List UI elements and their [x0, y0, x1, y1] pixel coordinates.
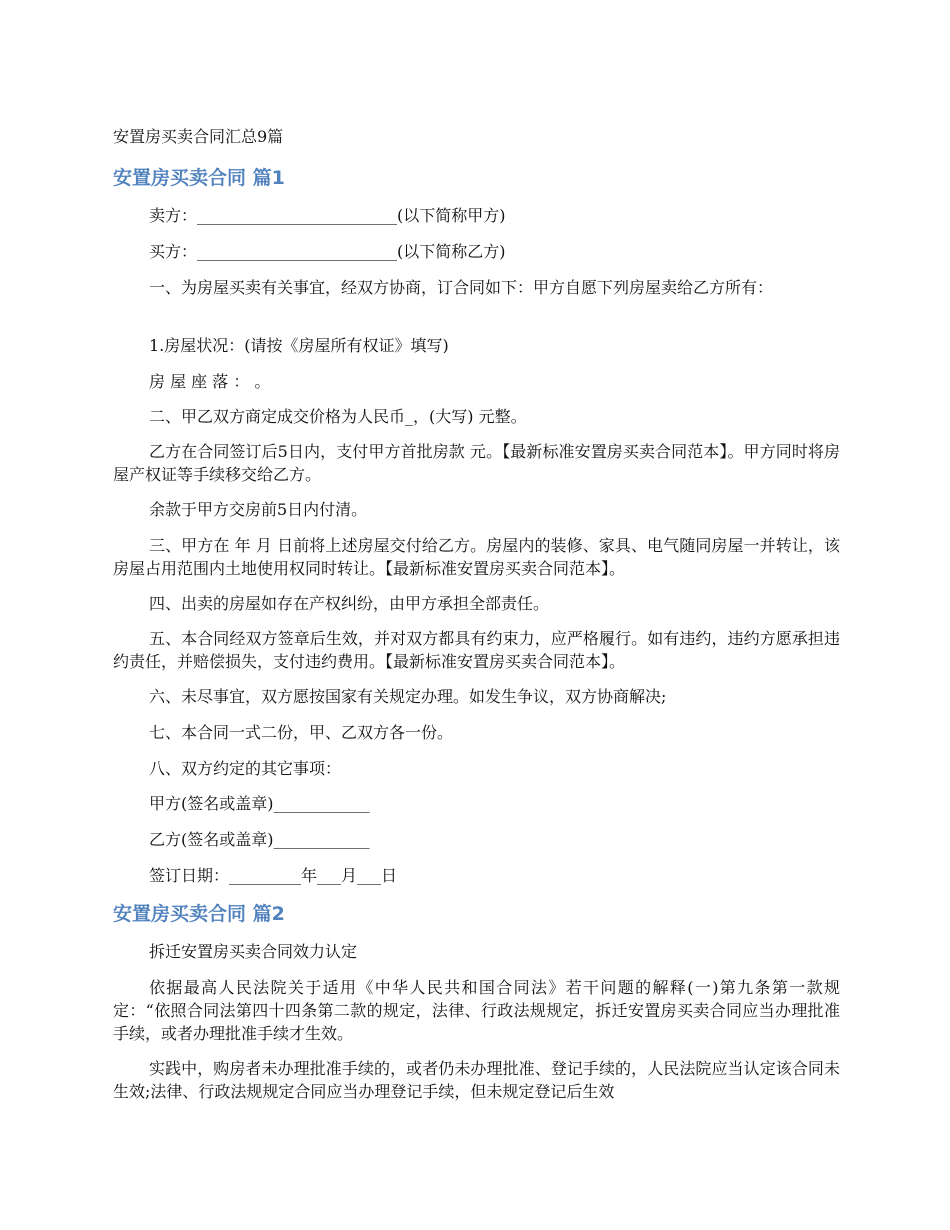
paragraph: 七、本合同一式二份，甲、乙双方各一份。: [149, 723, 454, 742]
section-heading-1: 安置房买卖合同 篇1: [113, 167, 285, 189]
paragraph: 八、双方约定的其它事项：: [149, 759, 342, 778]
paragraph: 实践中，购房者未办理批准手续的，或者仍未办理批准、登记手续的，人民法院应当认定该合同未生效;法律、行政法规规定合同应当办理登记手续，但未规定登记后生效: [113, 1059, 840, 1101]
paragraph: 拆迁安置房买卖合同效力认定: [149, 942, 358, 961]
paragraph: 五、本合同经双方签章后生效，并对双方都具有约束力，应严格履行。如有违约，违约方愿承担违约责任，并赔偿损失，支付违约费用。【最新标准安置房买卖合同范本】。: [113, 629, 840, 671]
section-heading-2: 安置房买卖合同 篇2: [113, 903, 285, 925]
paragraph: 卖方：_________________________(以下简称甲方): [149, 206, 506, 225]
paragraph: 四、出卖的房屋如存在产权纠纷，由甲方承担全部责任。: [149, 594, 550, 613]
paragraph: 1.房屋状况：(请按《房屋所有权证》填写): [149, 336, 449, 355]
paragraph: 二、甲乙双方商定成交价格为人民币_，(大写) 元整。: [149, 407, 527, 426]
paragraph: 买方：_________________________(以下简称乙方): [149, 242, 506, 261]
signing-date-line: 签订日期：_________年___月___日: [149, 866, 398, 885]
document-title: 安置房买卖合同汇总9篇: [113, 127, 284, 146]
paragraph: 一、为房屋买卖有关事宜，经双方协商，订合同如下：甲方自愿下列房屋卖给乙方所有：: [149, 278, 774, 297]
paragraph: 六、未尽事宜，双方愿按国家有关规定办理。如发生争议，双方协商解决;: [149, 687, 667, 706]
signature-line-party-b: 乙方(签名或盖章)____________: [149, 830, 370, 849]
signature-line-party-a: 甲方(签名或盖章)____________: [149, 794, 370, 813]
paragraph: 依据最高人民法院关于适用《中华人民共和国合同法》若干问题的解释(一)第九条第一款规定：“依照合同法第四十四条第二款的规定，法律、行政法规规定，拆迁安置房买卖合同应当办理批准手续，或者办理批准手续才生效。: [113, 978, 840, 1043]
paragraph: 房 屋 座 落 ： 。: [149, 372, 271, 391]
paragraph: 余款于甲方交房前5日内付清。: [149, 500, 368, 519]
paragraph: 三、甲方在 年 月 日前将上述房屋交付给乙方。房屋内的装修、家具、电气随同房屋一并转让，该房屋占用范围内土地使用权同时转让。【最新标准安置房买卖合同范本】。: [113, 536, 840, 578]
paragraph: 乙方在合同签订后5日内，支付甲方首批房款 元。【最新标准安置房买卖合同范本】。甲方同时将房屋产权证等手续移交给乙方。: [113, 442, 840, 484]
